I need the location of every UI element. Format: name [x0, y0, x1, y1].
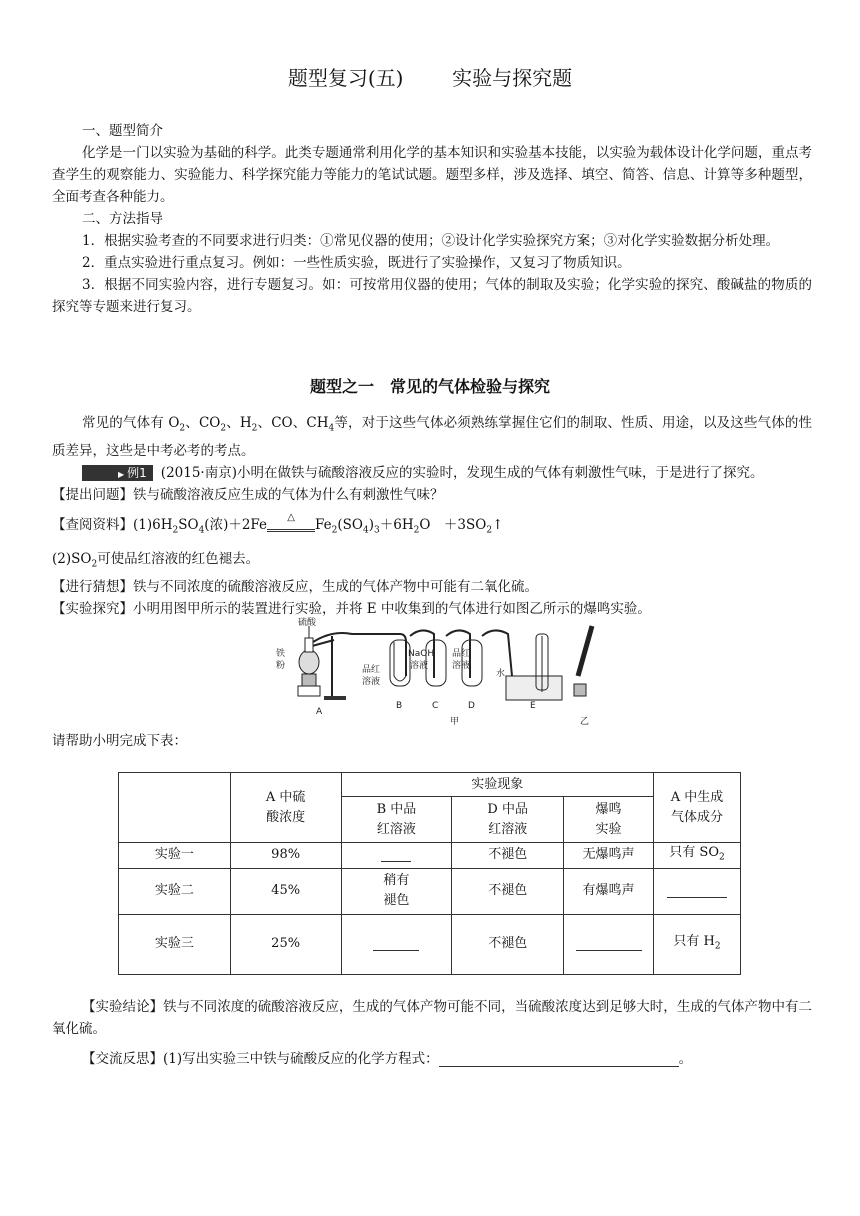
blank-cell — [341, 843, 452, 869]
svg-text:D: D — [468, 701, 475, 711]
reference-eq: 【查阅资料】$(1)6H_2SO_4$(浓)＋2Fe △ $Fe_2(SO_4)_3+6H_2O$ $+3SO_2↑$ — [52, 512, 504, 536]
table-row: 实验三 25% 不褪色 只有 $H_2$ — [119, 914, 741, 974]
page-title — [0, 62, 860, 91]
svg-text:NaOH: NaOH — [408, 649, 435, 659]
example-line: ▶ 例1 (2015·南京)小明在做铁与硫酸溶液反应的实验时，发现生成的气体有刺激性气味，于是进行了探究。 — [52, 462, 812, 484]
svg-text:粉: 粉 — [276, 661, 286, 671]
results-table — [118, 772, 741, 975]
sec2-heading: 二、方法指导 — [82, 211, 163, 227]
svg-text:溶液: 溶液 — [362, 677, 381, 687]
guess-line: 【进行猜想】铁与不同浓度的硫酸溶液反应，生成的气体产物中可能有二氧化硫。 — [52, 578, 538, 595]
header-gas: A 中生成 气体成分 — [654, 773, 741, 843]
topic-body — [52, 412, 812, 506]
sec2-item: 3．根据不同实验内容，进行专题复习。如：可按常用仪器的使用；气体的制取及实验；化学实验的探究、酸碱盐的物质的探究等专题来进行复习。 — [52, 277, 812, 315]
corner-cell — [119, 773, 231, 843]
apparatus-diagram — [262, 616, 602, 728]
svg-text:A: A — [316, 707, 323, 717]
header-b: B 中品 红溶液 — [341, 797, 452, 843]
conclusion: 【实验结论】铁与不同浓度的硫酸溶液反应，生成的气体产物可能不同，当硫酸浓度达到足够大时，生成的气体产物中有二氧化硫。 【交流反思】(1)写出实验三中铁与硫酸反应的化学方程式： 。 — [52, 996, 812, 1070]
svg-text:溶液: 溶液 — [410, 661, 429, 671]
table-row: 实验二 45% 稍有 褪色 不褪色 有爆鸣声 — [119, 868, 741, 914]
title-right: 实验与探究题 — [452, 66, 573, 90]
header-d: D 中品 红溶液 — [452, 797, 564, 843]
ref2-line: $(2)SO_2$可使品红溶液的红色褪去。 — [52, 551, 260, 570]
topic-heading: 题型之一 常见的气体检验与探究 — [309, 377, 550, 396]
section-1 — [52, 120, 812, 318]
example-badge: ▶ 例1 — [82, 465, 153, 481]
svg-text:品红: 品红 — [362, 665, 381, 675]
svg-text:乙: 乙 — [580, 717, 590, 727]
title-left: 题型复习(五) — [287, 66, 404, 90]
svg-text:溶液: 溶液 — [452, 661, 471, 671]
header-pop: 爆鸣 实验 — [564, 797, 654, 843]
reflect-line: 【交流反思】(1)写出实验三中铁与硫酸反应的化学方程式： 。 — [82, 1051, 693, 1067]
blank-cell — [564, 914, 654, 974]
explore-line: 【实验探究】小明用图甲所示的装置进行实验，并将 E 中收集到的气体进行如图乙所示的爆鸣实验。 — [52, 600, 651, 617]
blank-cell — [654, 868, 741, 914]
svg-text:品红: 品红 — [452, 649, 471, 659]
reference-2 — [52, 548, 812, 620]
svg-text:铁: 铁 — [276, 649, 286, 659]
table-row: 实验一 98% 不褪色 无爆鸣声 只有 $SO_2$ — [119, 843, 741, 869]
prompt-line: 请帮助小明完成下表： — [52, 733, 187, 749]
header-conc: A 中硫 酸浓度 — [230, 773, 341, 843]
sec2-item: 1．根据实验考查的不同要求进行归类：①常见仪器的使用；②设计化学实验探究方案；③对化学实验数据分析处理。 — [82, 233, 780, 249]
svg-text:E: E — [530, 701, 536, 711]
topic-intro: 常见的气体有 $O_2$、$CO_2$、$H_2$、CO、$CH_4$等，对于这些气体必须熟练掌握住它们的制取、性质、用途，以及这些气体的性质差异，这些是中考必考的考点。 — [52, 415, 813, 459]
blank-cell — [341, 914, 452, 974]
question-line: 【提出问题】铁与硫酸溶液反应生成的气体为什么有刺激性气味？ — [52, 486, 444, 503]
svg-text:C: C — [432, 701, 439, 711]
svg-text:B: B — [396, 701, 403, 711]
header-phenomenon: 实验现象 — [341, 773, 654, 797]
svg-text:甲: 甲 — [450, 717, 460, 727]
sec2-item: 2．重点实验进行重点复习。例如：一些性质实验，既进行了实验操作，又复习了物质知识。 — [82, 255, 631, 271]
svg-text:硫酸: 硫酸 — [298, 618, 317, 628]
sec1-heading: 一、题型简介 — [82, 123, 163, 139]
sec1-body: 化学是一门以实验为基础的科学。此类专题通常利用化学的基本知识和实验基本技能，以实验为载体设计化学问题，重点考查学生的观察能力、实验能力、科学探究能力等能力的笔试试题。题型多样，涉及选择、填空、简答、信息、计算等多种题型，全面考查各种能力。 — [52, 145, 812, 205]
svg-text:水: 水 — [496, 669, 506, 679]
